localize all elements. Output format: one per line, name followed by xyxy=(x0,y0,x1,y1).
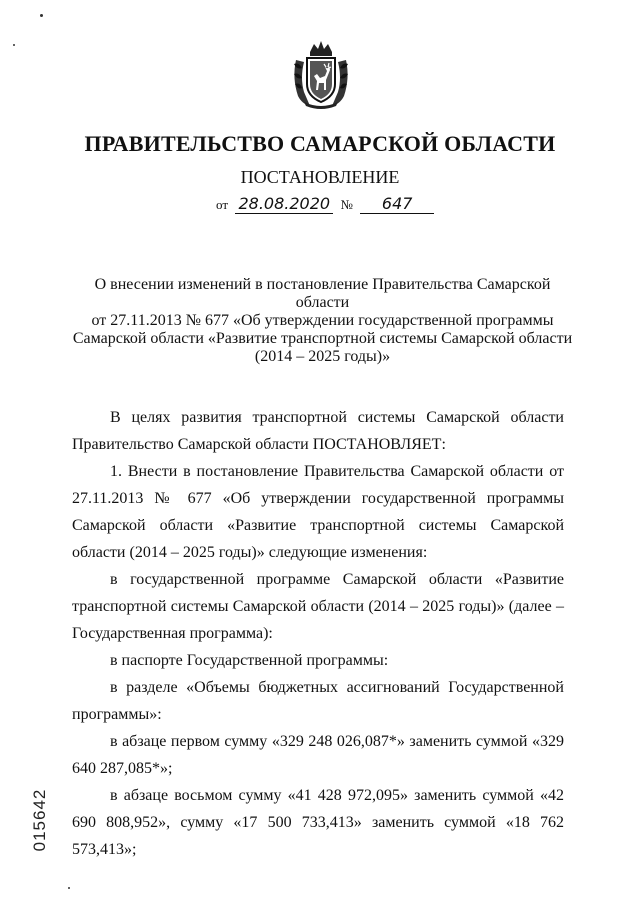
subject-line: (2014 – 2025 годы)» xyxy=(254,348,391,365)
document-number: 647 xyxy=(360,195,434,214)
date-prefix: от xyxy=(216,197,229,212)
body-paragraph: в паспорте Государственной программы: xyxy=(110,652,389,669)
subject-line: О внесении изменений в постановление Правительства Самарской области xyxy=(94,276,551,311)
subject-line: от 27.11.2013 № 677 «Об утверждении государственной программы xyxy=(91,312,554,329)
number-prefix: № xyxy=(340,197,353,212)
body-paragraph: В целях развития транспортной системы Самарской области Правительство Самарской области ПОСТАНОВЛЯЕТ: xyxy=(72,409,564,453)
body-paragraph: в абзаце первом сумму «329 248 026,087*» заменить суммой «329 640 287,085*»; xyxy=(72,733,564,777)
body-paragraph: в разделе «Объемы бюджетных ассигнований Государственной программы»: xyxy=(72,679,564,723)
scan-speck xyxy=(13,44,15,46)
date-number-line xyxy=(216,195,434,214)
document-date: 28.08.2020 xyxy=(235,195,333,214)
document-body xyxy=(72,404,564,863)
body-paragraph: в абзаце восьмом сумму «41 428 972,095» заменить суммой «42 690 808,952», сумму «17 500 733,413» заменить суммой «18 762 573,413»; xyxy=(72,787,564,858)
body-paragraph: 1. Внести в постановление Правительства Самарской области от 27.11.2013 № 677 «Об утверждении государственной программы Самарской области «Развитие транспортной системы Самарской области (2014 – 2025 годы)» следующие изменения: xyxy=(72,463,564,561)
coat-of-arms-icon xyxy=(290,38,352,110)
scan-speck xyxy=(68,887,70,889)
scan-speck xyxy=(40,14,43,17)
serial-number-text: 015642 xyxy=(30,788,49,852)
subject-heading xyxy=(70,276,575,366)
document-type: ПОСТАНОВЛЕНИЕ xyxy=(240,167,400,187)
organization-title: ПРАВИТЕЛЬСТВО САМАРСКОЙ ОБЛАСТИ xyxy=(84,131,556,156)
body-paragraph: в государственной программе Самарской области «Развитие транспортной системы Самарской области (2014 – 2025 годы)» (далее – Государственная программа): xyxy=(72,571,564,642)
subject-line: Самарской области «Развитие транспортной системы Самарской области xyxy=(72,330,573,347)
side-serial-number xyxy=(30,790,50,850)
